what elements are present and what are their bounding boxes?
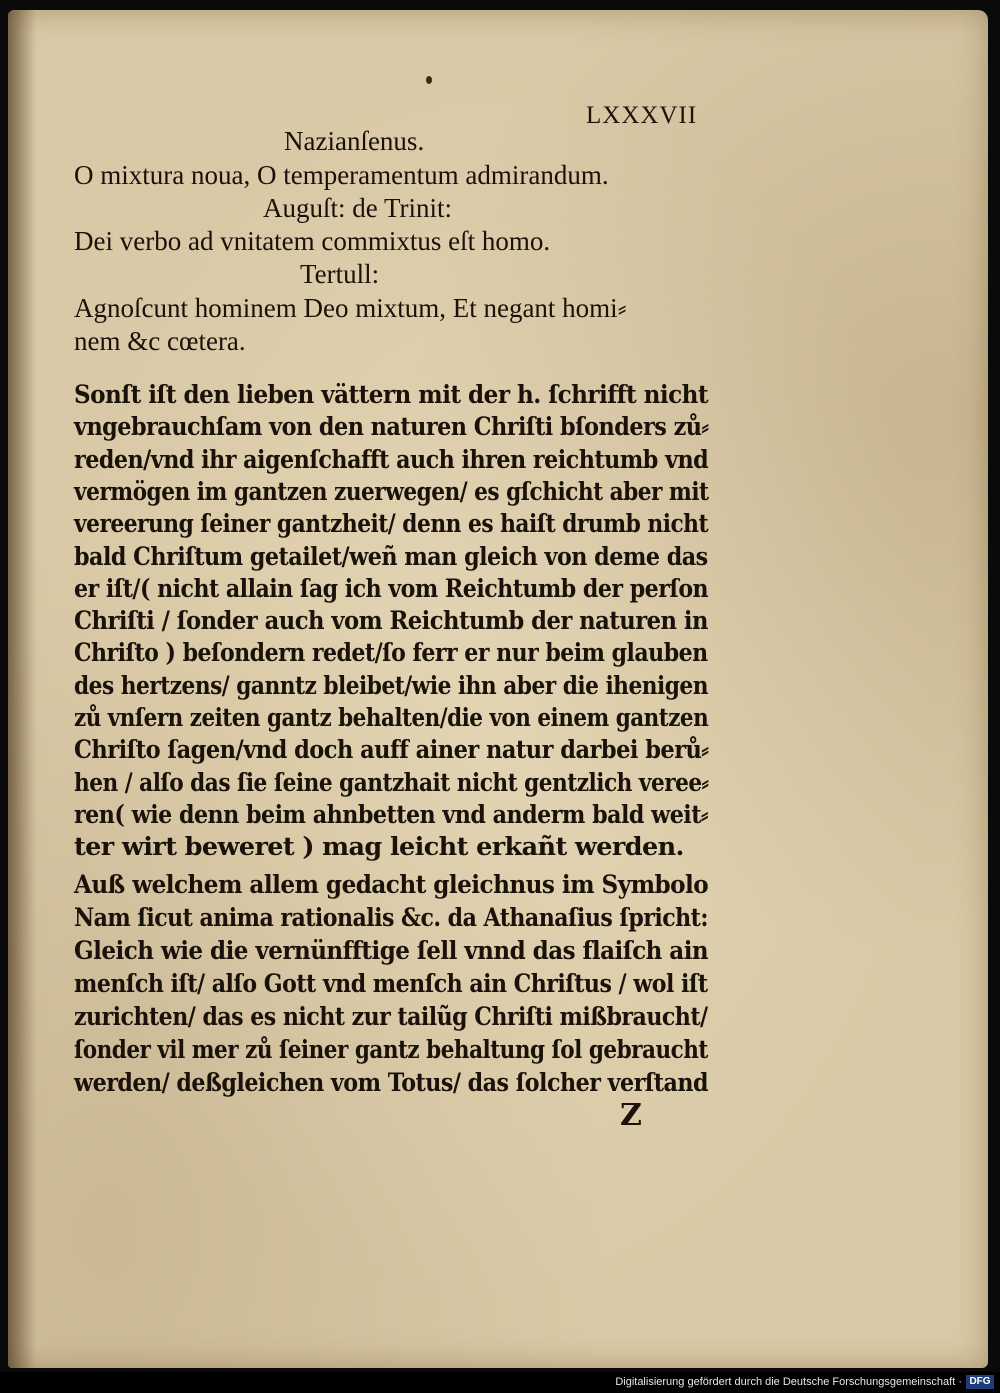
quote-augustine: Dei verbo ad vnitatem commixtus eſt homo. <box>74 226 551 256</box>
book-page <box>8 10 988 1368</box>
text-line: Nam ſicut anima rationalis &c. da Athanaſius ſpricht: <box>74 903 708 933</box>
text-line: ter wirt beweret ) mag leicht erkañt werden. <box>74 832 684 863</box>
text-line: hen / alſo das ſie ſeine gantzhait nicht gentzlich veree⸗ <box>74 767 709 798</box>
signature-mark: Z <box>620 1098 642 1133</box>
quote-nazianzenus: O mixtura noua, O temperamentum admirandum. <box>74 160 609 190</box>
dfg-logo-icon: DFG <box>966 1375 994 1389</box>
text-line: Gleich wie die vernünfftige ſell vnnd das flaiſch ain <box>74 936 709 966</box>
text-line: bald Chriſtum getailet/weñ man gleich von deme das <box>74 541 708 572</box>
heading-augustine: Auguſt: de Trinit: <box>263 193 453 223</box>
quote-tertullian-2: nem &c cœtera. <box>74 326 246 356</box>
text-line: ſonder vil mer zů ſeiner gantz behaltung ſol gebraucht <box>74 1035 708 1065</box>
text-line: Chriſto ſagen/vnd doch auff ainer natur darbei berů⸗ <box>74 735 709 766</box>
text-line: Chriſto ) beſondern redet/ſo ferr er nur beim glauben <box>74 638 708 669</box>
text-line: vermögen im gantzen zuerwegen/ es gſchicht aber mit <box>74 476 709 507</box>
folio-number: LXXXVII <box>586 102 698 129</box>
quote-tertullian-1: Agnoſcunt hominem Deo mixtum, Et negant homi⸗ <box>74 293 627 323</box>
heading-nazianzenus: Nazianſenus. <box>284 126 425 156</box>
text-line: Auß welchem allem gedacht gleichnus im Symbolo <box>74 870 709 900</box>
heading-tertullian: Tertull: <box>300 259 380 289</box>
text-line: Chriſti / ſonder auch vom Reichtumb der naturen in <box>74 606 708 637</box>
text-line: vereerung ſeiner gantzheit/ denn es haiſt drumb nicht <box>74 509 709 540</box>
text-line: menſch iſt/ alſo Gott vnd menſch ain Chriſtus / wol iſt <box>74 969 708 999</box>
page-gutter-shadow <box>8 10 36 1368</box>
text-line: reden/vnd ihr aigenſchafft auch ihren reichtumb vnd <box>74 444 709 475</box>
text-line: zů vnſern zeiten gantz behalten/die von einem gantzen <box>74 703 709 733</box>
footer-credit: Digitalisierung gefördert durch die Deutsche Forschungsgemeinschaft · <box>615 1376 962 1388</box>
text-line: vngebrauchſam von den naturen Chriſti bſonders zů⸗ <box>74 412 709 443</box>
text-line: zurichten/ das es nicht zur tailũg Chriſti mißbraucht/ <box>74 1002 708 1032</box>
text-line: des hertzens/ ganntz bleibet/wie ihn aber die ihenigen <box>74 670 708 701</box>
text-line: er iſt/( nicht allain ſag ich vom Reichtumb der perſon <box>74 573 709 604</box>
text-line: Sonſt iſt den lieben vättern mit der h. ſchrifft nicht <box>74 380 709 410</box>
text-line: werden/ deßgleichen vom Totus/ das ſolcher verſtand <box>74 1068 709 1098</box>
ink-speck <box>426 76 432 84</box>
text-line: ren( wie denn beim ahnbetten vnd anderm bald weit⸗ <box>74 799 708 830</box>
